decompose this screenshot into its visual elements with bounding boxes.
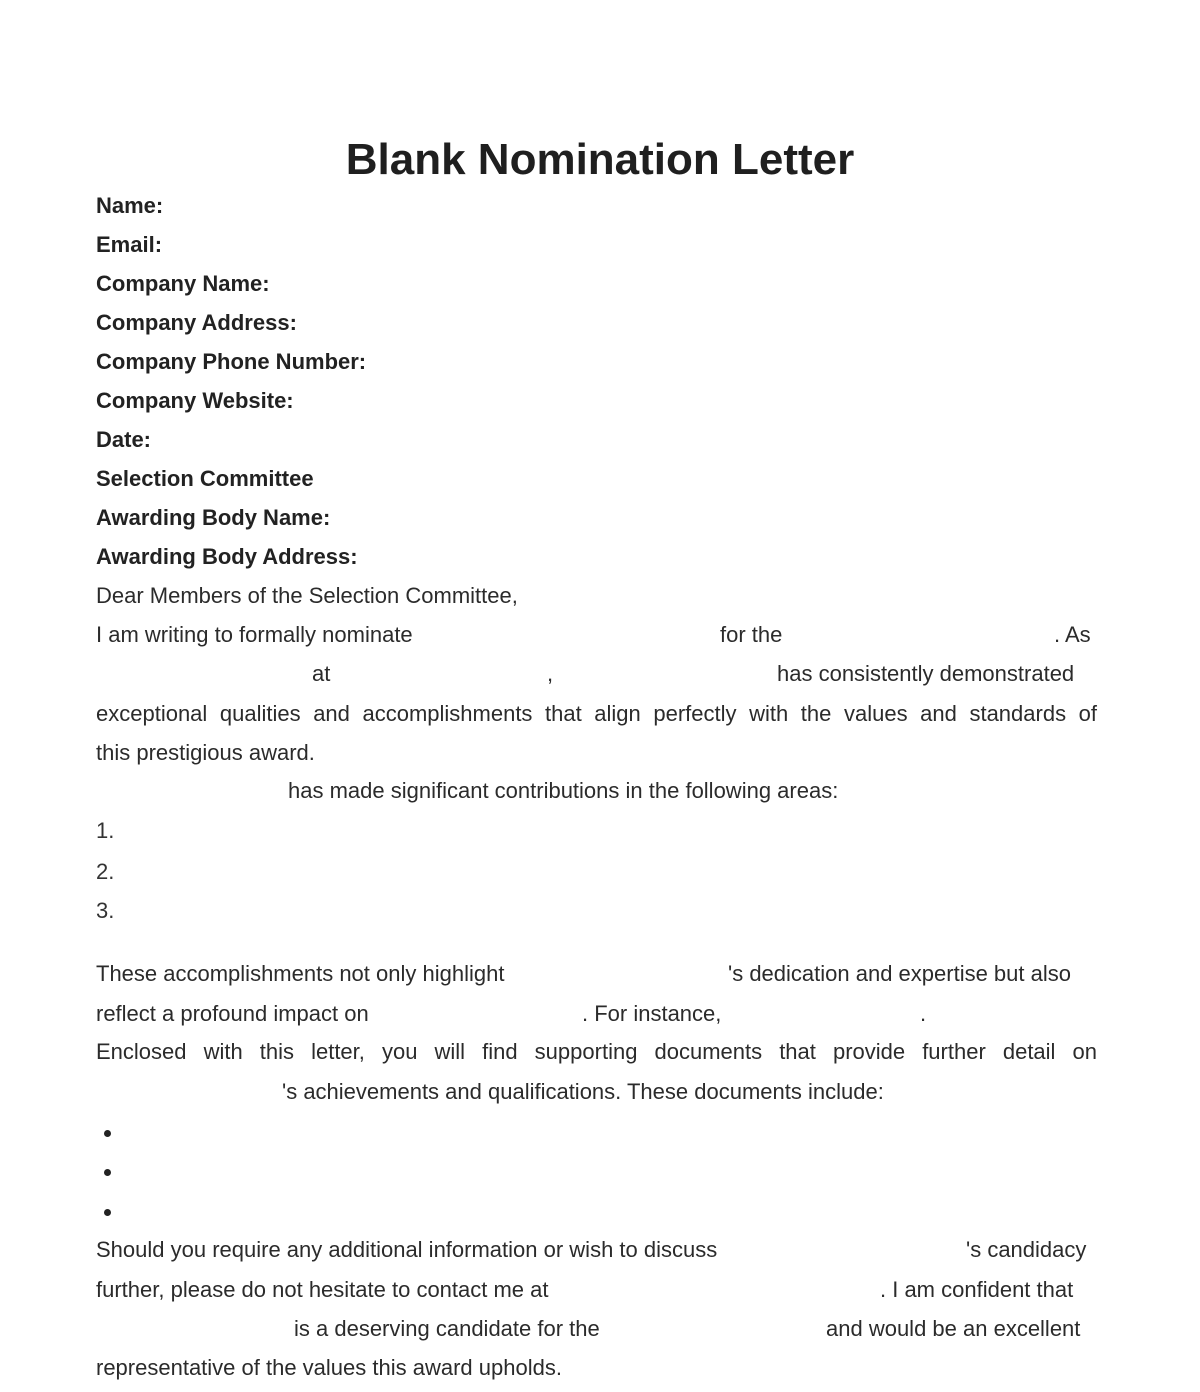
email-label: Email: [96, 232, 163, 257]
company-website-label: Company Website: [96, 388, 294, 413]
company-phone-label: Company Phone Number: [96, 349, 367, 374]
p3-text-a: Enclosed with this letter, you will find supporting documents that provide further detail on [96, 1039, 1097, 1064]
p1-text-a: I am writing to formally nominate [96, 622, 413, 647]
numbered-item-1: 1. [96, 818, 115, 843]
salutation: Dear Members of the Selection Committee, [96, 583, 518, 608]
bullet-point-2 [104, 1169, 111, 1176]
p1-text-d: at [312, 661, 331, 686]
p4-text-d: . I am confident that [880, 1277, 1074, 1302]
p4-text-e: is a deserving candidate for the [294, 1316, 600, 1341]
awarding-body-address-label: Awarding Body Address: [96, 544, 358, 569]
p4-text-c: further, please do not hesitate to contact me at [96, 1277, 549, 1302]
selection-committee-label: Selection Committee [96, 466, 314, 491]
p1-text-b: for the [720, 622, 783, 647]
numbered-item-2: 2. [96, 859, 115, 884]
p4-text-b: 's candidacy [966, 1237, 1087, 1262]
p4-text-g: representative of the values this award upholds. [96, 1355, 562, 1380]
p1-text-c: . As [1054, 622, 1091, 647]
date-label: Date: [96, 427, 152, 452]
p1-text-f: has consistently demonstrated [777, 661, 1075, 686]
p2-text-b: 's dedication and expertise but also [728, 961, 1071, 986]
bullet-point-3 [104, 1209, 111, 1216]
p1-text-e: , [547, 661, 554, 686]
p2-text-c: reflect a profound impact on [96, 1001, 369, 1026]
bullet-point-1 [104, 1130, 111, 1137]
p4-text-a: Should you require any additional information or wish to discuss [96, 1237, 718, 1262]
awarding-body-name-label: Awarding Body Name: [96, 505, 331, 530]
p2-text-d: . For instance, [582, 1001, 722, 1026]
p4-text-f: and would be an excellent [826, 1316, 1081, 1341]
p2-text-a: These accomplishments not only highlight [96, 961, 505, 986]
company-address-label: Company Address: [96, 310, 297, 335]
p1-text-g: exceptional qualities and accomplishments that align perfectly with the values and standards of [96, 701, 1097, 726]
p2-text-e: . [920, 1001, 927, 1026]
page-title: Blank Nomination Letter [345, 135, 855, 184]
name-label: Name: [96, 193, 164, 218]
company-name-label: Company Name: [96, 271, 270, 296]
p1-text-h: this prestigious award. [96, 740, 315, 765]
contributions-intro: has made significant contributions in the following areas: [288, 778, 839, 803]
numbered-item-3: 3. [96, 898, 115, 923]
p3-text-b: 's achievements and qualifications. These documents include: [282, 1079, 884, 1104]
